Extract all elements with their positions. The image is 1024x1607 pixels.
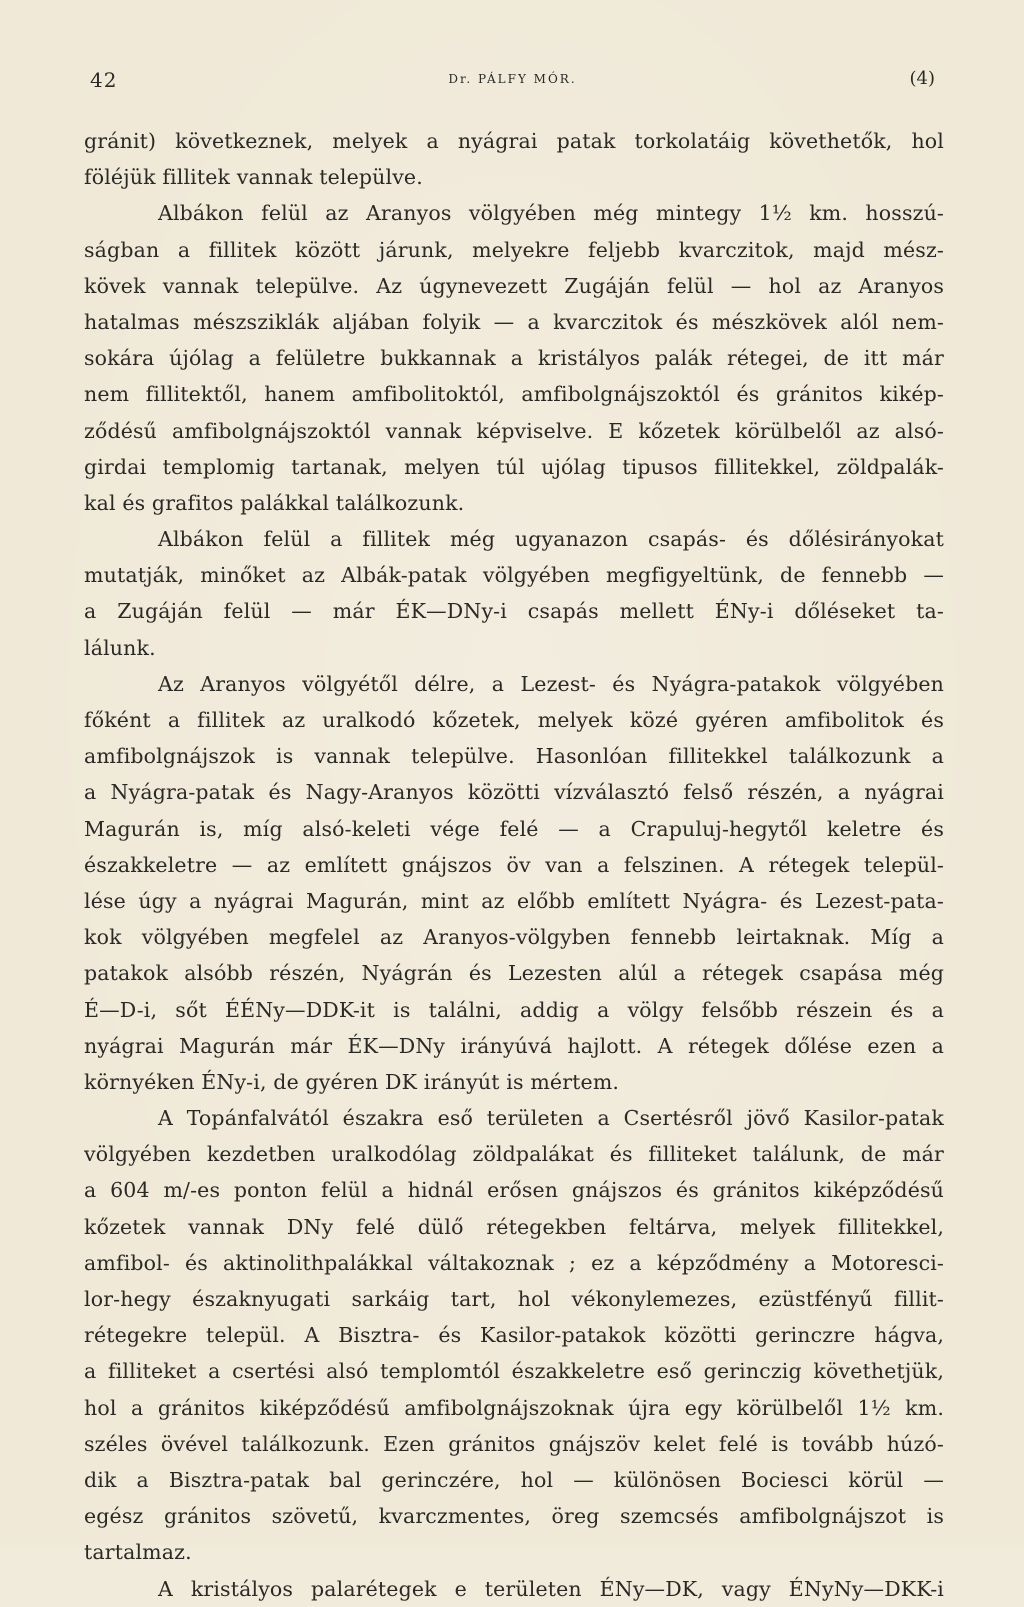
text-line: kal és grafitos palákkal találkozunk. [84,490,465,515]
text-line: völgyében kezdetben uralkodólag zöldpalákat és filliteket találunk, de már [84,1142,944,1167]
text-line: nyágrai Magurán már ÉK—DNy irányúvá hajlott. A rétegek dőlése ezen a [84,1033,944,1058]
text-line: gránit) következnek, melyek a nyágrai patak torkolatáig követhetők, hol [84,129,944,153]
text-line: patakok alsóbb részén, Nyágrán és Lezesten alúl a rétegek csapása még [84,961,944,986]
text-line: nem fillitektől, hanem amfibolitoktól, amfibolgnájszoktól és gránitos kikép- [84,382,944,407]
text-line: dik a Bisztra-patak bal gerinczére, hol — különösen Bociesci körül — [84,1467,944,1492]
text-line: Albákon felül a fillitek még ugyanazon csapás- és dőlésirányokat [158,527,944,552]
text-line: hol a gránitos kiképződésű amfibolgnájszoknak újra egy körülbelől 1½ km. [84,1395,944,1420]
text-line: hatalmas mészsziklák aljában folyik — a kvarczitok és mészkövek alól nem- [84,309,944,334]
text-line: a Nyágra-patak és Nagy-Aranyos közötti vízválasztó felső részén, a nyágrai [84,780,944,805]
text-line: környéken ÉNy-i, de gyéren DK irányút is mértem. [84,1069,620,1094]
text-line: ságban a fillitek között járunk, melyekre feljebb kvarczitok, majd mész- [84,237,944,262]
text-line: A Topánfalvától északra eső területen a Csertésről jövő Kasilor-patak [158,1106,944,1131]
section-number: (4) [909,68,935,89]
text-line: rétegekre települ. A Bisztra- és Kasilor-patakok közötti gerinczre hágva, [84,1323,944,1348]
running-head-author: Dr. PÁLFY MÓR. [448,72,577,86]
text-line: föléjük fillitek vannak települve. [84,165,423,190]
page-number: 42 [90,68,118,92]
text-line: a filliteket a csertési alsó templomtól északkeletre eső gerinczig követhetjük, [84,1359,944,1384]
body-text [84,123,944,1607]
text-line: É—D-i, sőt ÉÉNy—DDK-it is találni, addig a völgy felsőbb részein és a [84,997,944,1022]
text-line: Magurán is, míg alsó-keleti vége felé — a Crapuluj-hegytől keletre és [84,816,944,841]
text-line: Albákon felül az Aranyos völgyében még mintegy 1½ km. hosszú- [158,201,944,226]
text-line: tartalmaz. [84,1540,192,1565]
text-line: főként a fillitek az uralkodó kőzetek, melyek közé gyéren amfibolitok és [84,708,944,732]
text-line: a Zugáján felül — már ÉK—DNy-i csapás mellett ÉNy-i dőléseket ta- [84,599,944,624]
text-line: egész gránitos szövetű, kvarczmentes, öreg szemcsés amfibolgnájszot is [84,1504,944,1529]
running-head [90,68,935,98]
text-line: kövek vannak települve. Az úgynevezett Zugáján felül — hol az Aranyos [84,273,944,298]
text-line: mutatják, minőket az Albák-patak völgyében megfigyeltünk, de fennebb — [84,563,944,588]
text-line: északkeletre — az említett gnájszos öv van a felszinen. A rétegek települ- [84,852,944,877]
text-line: ződésű amfibolgnájszoktól vannak képviselve. E kőzetek körülbelől az alsó- [84,418,944,443]
text-line: a 604 m/-es ponton felül a hidnál erősen gnájszos és gránitos kiképződésű [84,1178,944,1203]
text-line: lése úgy a nyágrai Magurán, mint az előbb említett Nyágra- és Lezest-pata- [84,888,944,913]
text-line: amfibol- és aktinolithpalákkal váltakoznak ; ez a képződmény a Motoresci- [84,1250,944,1275]
text-line: lálunk. [84,635,156,660]
text-line: girdai templomig tartanak, melyen túl ujólag tipusos fillitekkel, zöldpalák- [84,454,944,479]
text-line: Az Aranyos völgyétől délre, a Lezest- és Nyágra-patakok völgyében [158,671,944,696]
text-line: kőzetek vannak DNy felé dülő rétegekben feltárva, melyek fillitekkel, [84,1214,944,1239]
text-line: A kristályos palarétegek e területen ÉNy—DK, vagy ÉNyNy—DKK-i [158,1576,944,1601]
text-line: kok völgyében megfelel az Aranyos-völgyben fennebb leirtaknak. Míg a [84,925,944,950]
text-line: széles övével találkozunk. Ezen gránitos gnájszöv kelet felé is tovább húzó- [84,1431,944,1456]
text-line: amfibolgnájszok is vannak települve. Hasonlóan fillitekkel találkozunk a [84,744,944,769]
text-line: lor-hegy északnyugati sarkáig tart, hol vékonylemezes, ezüstfényű fillit- [84,1287,944,1311]
text-line: sokára újólag a felületre bukkannak a kristályos palák rétegei, de itt már [84,346,944,371]
